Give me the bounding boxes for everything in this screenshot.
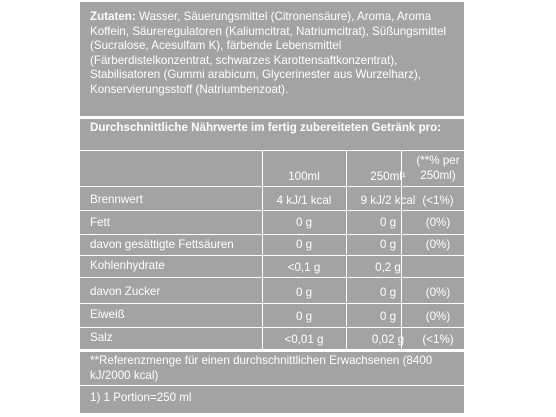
row-value-250ml: 0 g (379, 310, 397, 323)
row-label-fett: Fett (90, 216, 110, 229)
portion-footnote: 1) 1 Portion=250 ml (90, 391, 192, 404)
row-value-250ml: 0,02 g (371, 333, 405, 346)
row-value-250ml: 0 g (379, 238, 397, 251)
row-value-percent: (<1%) (422, 333, 454, 346)
divider (80, 385, 464, 386)
column-header-100ml: 100ml (288, 170, 320, 183)
row-value-250ml: 0 g (379, 286, 397, 299)
row-value-percent: (0%) (425, 310, 451, 323)
divider (80, 210, 464, 211)
column-header-250ml: 250ml¹ (370, 170, 406, 183)
nutrition-title: Durchschnittliche Nährwerte im fertig zubereiteten Getränk pro: (90, 121, 442, 134)
divider (80, 150, 464, 151)
row-value-percent: (<1%) (422, 194, 454, 207)
divider (80, 255, 464, 256)
row-value-100ml: 0 g (295, 286, 313, 299)
row-value-100ml: 4 kJ/1 kcal (276, 194, 332, 207)
divider (80, 349, 464, 352)
ingredients-list: Wasser, Säuerungsmittel (Citronensäure), Aroma, Aroma Koffein, Säureregulatoren (Kaliumcitrat, Natriumcitrat), Süßungsmittel (Sucralose, Acesulfam K), färbende Lebensmittel (Färberdistelkonzentrat, schwarzes Karottensaftkonzentrat), Stabilisatoren (Gummi arabicum, Glycerinester aus Wurzelharz), Konservierungsstoff (Natriumbenzoat). (90, 10, 447, 96)
column-header-percent (401, 154, 475, 183)
divider (80, 303, 464, 304)
divider (80, 234, 464, 235)
column-header-percent-line2: 250ml) (420, 168, 456, 182)
row-value-percent: (0%) (425, 286, 451, 299)
row-value-100ml: 0 g (295, 310, 313, 323)
row-label-salz: Salz (90, 331, 113, 344)
row-value-250ml: 9 kJ/2 kcal (360, 194, 416, 207)
divider (80, 327, 464, 328)
row-value-100ml: <0,01 g (284, 333, 324, 346)
row-label-brennwert: Brennwert (90, 193, 143, 206)
row-value-percent: (0%) (425, 216, 451, 229)
row-value-250ml: 0,2 g (375, 261, 401, 274)
reference-footnote: **Referenzmenge für einen durchschnittlichen Erwachsenen (8400 kJ/2000 kcal) (90, 354, 433, 382)
row-label-eiweiss: Eiweiß (90, 308, 125, 321)
row-label-kohlenhydrate: Kohlenhydrate (90, 259, 165, 272)
row-label-zucker: davon Zucker (90, 285, 161, 298)
divider (80, 186, 464, 187)
divider (80, 116, 464, 119)
ingredients-text (90, 10, 458, 98)
row-value-percent: (0%) (425, 238, 451, 251)
row-value-100ml: 0 g (295, 216, 313, 229)
column-header-percent-line1: (**% per (416, 154, 460, 167)
nutrition-label (80, 2, 464, 413)
divider (80, 277, 464, 278)
row-value-250ml: 0 g (379, 216, 397, 229)
row-value-100ml: <0,1 g (287, 261, 321, 274)
row-value-100ml: 0 g (295, 238, 313, 251)
ingredients-heading: Zutaten: (90, 10, 136, 23)
row-label-gesaettigte-fettsaeuren: davon gesättigte Fettsäuren (90, 238, 234, 251)
